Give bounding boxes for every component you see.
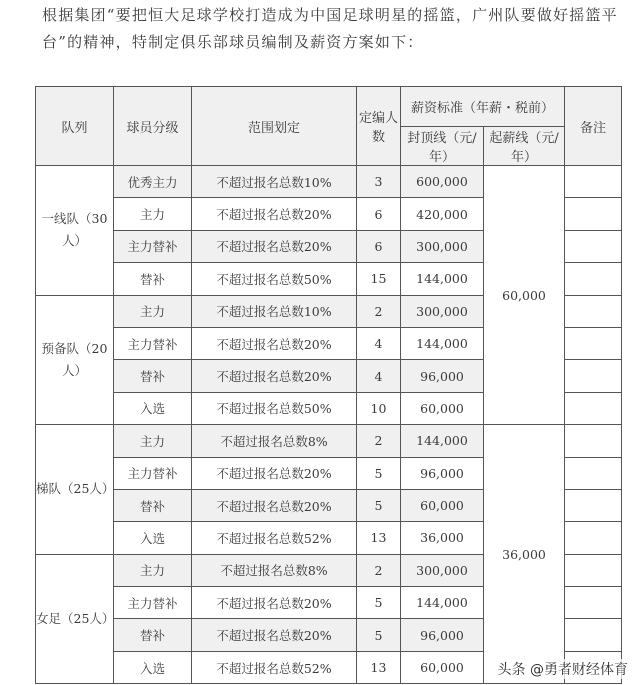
level-cell: 主力: [114, 554, 192, 586]
remark-cell: [565, 489, 622, 521]
quota-cell: 2: [357, 295, 401, 327]
cap-cell: 60,000: [401, 392, 484, 424]
quota-cell: 3: [357, 166, 401, 198]
scope-cell: 不超过报名总数20%: [192, 327, 357, 359]
header-level: 球员分级: [114, 87, 192, 166]
quota-cell: 13: [357, 651, 401, 683]
header-remark: 备注: [565, 87, 622, 166]
cap-cell: 144,000: [401, 587, 484, 619]
start-salary-cell: 60,000: [484, 166, 565, 425]
scope-cell: 不超过报名总数10%: [192, 295, 357, 327]
table-body: [36, 166, 622, 684]
header-scope: 范围划定: [192, 87, 357, 166]
remark-cell: [565, 295, 622, 327]
remark-cell: [565, 554, 622, 586]
remark-cell: [565, 619, 622, 651]
remark-cell: [565, 327, 622, 359]
quota-cell: 4: [357, 327, 401, 359]
team-name-cell: 预备队（20人）: [36, 295, 114, 425]
remark-cell: [565, 360, 622, 392]
level-cell: 入选: [114, 392, 192, 424]
header-quota: 定编人数: [357, 87, 401, 166]
scope-cell: 不超过报名总数20%: [192, 489, 357, 521]
table-row: [36, 425, 622, 457]
level-cell: 主力: [114, 295, 192, 327]
cap-cell: 60,000: [401, 489, 484, 521]
cap-cell: 600,000: [401, 166, 484, 198]
scope-cell: 不超过报名总数20%: [192, 360, 357, 392]
level-cell: 入选: [114, 651, 192, 683]
quota-cell: 10: [357, 392, 401, 424]
cap-cell: 420,000: [401, 198, 484, 230]
header-team: 队列: [36, 87, 114, 166]
scope-cell: 不超过报名总数20%: [192, 619, 357, 651]
remark-cell: [565, 263, 622, 295]
remark-cell: [565, 587, 622, 619]
cap-cell: 96,000: [401, 619, 484, 651]
quota-cell: 5: [357, 619, 401, 651]
quota-cell: 6: [357, 230, 401, 262]
quota-cell: 5: [357, 489, 401, 521]
cap-cell: 60,000: [401, 651, 484, 683]
level-cell: 主力替补: [114, 327, 192, 359]
cap-cell: 144,000: [401, 327, 484, 359]
scope-cell: 不超过报名总数8%: [192, 425, 357, 457]
remark-cell: [565, 166, 622, 198]
team-name-cell: 梯队（25人）: [36, 425, 114, 555]
level-cell: 替补: [114, 619, 192, 651]
scope-cell: 不超过报名总数50%: [192, 392, 357, 424]
header-start: 起薪线（元/年）: [484, 127, 565, 166]
cap-cell: 96,000: [401, 360, 484, 392]
remark-cell: [565, 392, 622, 424]
quota-cell: 13: [357, 522, 401, 554]
quota-cell: 4: [357, 360, 401, 392]
cap-cell: 144,000: [401, 425, 484, 457]
table-row: [36, 166, 622, 198]
table-header: [36, 87, 622, 166]
cap-cell: 300,000: [401, 554, 484, 586]
level-cell: 主力替补: [114, 230, 192, 262]
remark-cell: [565, 425, 622, 457]
remark-cell: [565, 230, 622, 262]
scope-cell: 不超过报名总数8%: [192, 554, 357, 586]
remark-cell: [565, 522, 622, 554]
quota-cell: 5: [357, 457, 401, 489]
level-cell: 主力替补: [114, 457, 192, 489]
cap-cell: 144,000: [401, 263, 484, 295]
level-cell: 替补: [114, 360, 192, 392]
level-cell: 入选: [114, 522, 192, 554]
cap-cell: 36,000: [401, 522, 484, 554]
header-cap: 封顶线（元/年）: [401, 127, 484, 166]
quota-cell: 2: [357, 425, 401, 457]
quota-cell: 5: [357, 587, 401, 619]
cap-cell: 300,000: [401, 230, 484, 262]
level-cell: 主力替补: [114, 587, 192, 619]
level-cell: 优秀主力: [114, 166, 192, 198]
salary-table: [35, 86, 622, 684]
remark-cell: [565, 457, 622, 489]
watermark: 头条 @勇者财经体育: [496, 659, 630, 679]
quota-cell: 6: [357, 198, 401, 230]
cap-cell: 300,000: [401, 295, 484, 327]
level-cell: 替补: [114, 263, 192, 295]
level-cell: 替补: [114, 489, 192, 521]
quota-cell: 2: [357, 554, 401, 586]
intro-paragraph: 根据集团“要把恒大足球学校打造成为中国足球明星的摇篮，广州队要做好摇篮平台”的精神，特制定俱乐部球员编制及薪资方案如下：: [42, 6, 618, 51]
quota-cell: 15: [357, 263, 401, 295]
team-name-cell: 一线队（30人）: [36, 166, 114, 296]
header-salary: 薪资标准（年薪・税前）: [401, 87, 565, 127]
start-salary-cell: 36,000: [484, 425, 565, 684]
team-name-cell: 女足（25人）: [36, 554, 114, 684]
level-cell: 主力: [114, 425, 192, 457]
scope-cell: 不超过报名总数20%: [192, 198, 357, 230]
scope-cell: 不超过报名总数52%: [192, 522, 357, 554]
scope-cell: 不超过报名总数20%: [192, 457, 357, 489]
remark-cell: [565, 198, 622, 230]
scope-cell: 不超过报名总数50%: [192, 263, 357, 295]
scope-cell: 不超过报名总数52%: [192, 651, 357, 683]
scope-cell: 不超过报名总数10%: [192, 166, 357, 198]
scope-cell: 不超过报名总数20%: [192, 230, 357, 262]
scope-cell: 不超过报名总数20%: [192, 587, 357, 619]
level-cell: 主力: [114, 198, 192, 230]
cap-cell: 96,000: [401, 457, 484, 489]
